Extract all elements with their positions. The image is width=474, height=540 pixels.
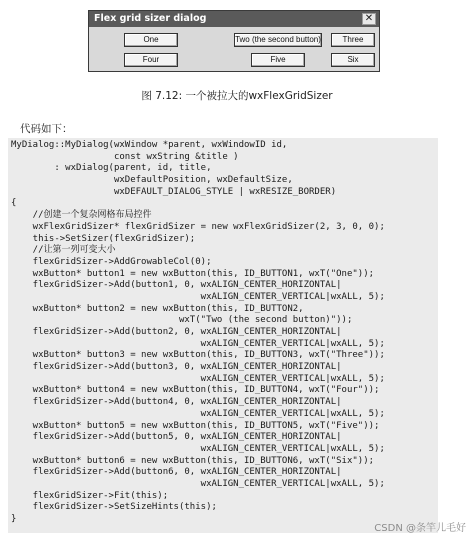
dialog-titlebar bbox=[89, 11, 379, 27]
code-line: wxALIGN_CENTER_VERTICAL|wxALL, 5); bbox=[11, 373, 385, 384]
code-line: wxButton* button3 = new wxButton(this, ID_BUTTON3, wxT("Three")); bbox=[11, 350, 385, 361]
code-line: MyDialog::MyDialog(wxWindow *parent, wxWindowID id, bbox=[11, 140, 288, 150]
code-line: wxFlexGridSizer* flexGridSizer = new wxFlexGridSizer(2, 3, 0, 0); bbox=[11, 221, 385, 232]
intro-text: 代码如下： bbox=[20, 123, 73, 135]
code-line: flexGridSizer->Add(button2, 0, wxALIGN_CENTER_HORIZONTAL| bbox=[11, 327, 342, 337]
code-line: flexGridSizer->Add(button1, 0, wxALIGN_CENTER_HORIZONTAL| bbox=[11, 280, 342, 291]
code-line: wxALIGN_CENTER_VERTICAL|wxALL, 5); bbox=[11, 291, 385, 302]
code-line: wxT("Two (the second button)")); bbox=[11, 315, 353, 326]
button-three[interactable]: Three bbox=[331, 33, 375, 47]
code-line: wxButton* button6 = new wxButton(this, ID_BUTTON6, wxT("Six")); bbox=[11, 455, 375, 466]
code-line: wxALIGN_CENTER_VERTICAL|wxALL, 5); bbox=[11, 338, 385, 349]
code-line: : wxDialog(parent, id, title, bbox=[11, 163, 212, 174]
button-five[interactable]: Five bbox=[251, 53, 305, 67]
dialog-title: Flex grid sizer dialog bbox=[94, 13, 207, 24]
code-line: wxALIGN_CENTER_VERTICAL|wxALL, 5); bbox=[11, 443, 385, 454]
code-line: wxALIGN_CENTER_VERTICAL|wxALL, 5); bbox=[11, 478, 385, 489]
code-line: //创建一个复杂网格布局控件 bbox=[11, 210, 152, 221]
code-line: flexGridSizer->Add(button3, 0, wxALIGN_CENTER_HORIZONTAL| bbox=[11, 362, 342, 373]
code-line: //让第一列可变大小 bbox=[11, 245, 116, 256]
close-icon[interactable]: ✕ bbox=[362, 13, 376, 25]
button-four[interactable]: Four bbox=[124, 53, 178, 67]
code-line: flexGridSizer->Add(button6, 0, wxALIGN_CENTER_HORIZONTAL| bbox=[11, 467, 342, 478]
code-line: flexGridSizer->SetSizeHints(this); bbox=[11, 502, 217, 513]
code-line: { bbox=[11, 198, 17, 209]
watermark: CSDN @条竿儿毛好 bbox=[374, 523, 466, 534]
code-listing bbox=[11, 140, 385, 526]
button-two[interactable]: Two (the second button) bbox=[234, 33, 322, 47]
code-line: const wxString &title ) bbox=[11, 151, 239, 162]
code-line: flexGridSizer->Add(button5, 0, wxALIGN_CENTER_HORIZONTAL| bbox=[11, 432, 342, 443]
code-line: wxDefaultPosition, wxDefaultSize, bbox=[11, 175, 293, 186]
code-line: flexGridSizer->Add(button4, 0, wxALIGN_CENTER_HORIZONTAL| bbox=[11, 397, 342, 408]
button-one[interactable]: One bbox=[124, 33, 178, 47]
flex-grid-sizer-dialog bbox=[88, 10, 380, 72]
code-line: } bbox=[11, 514, 17, 524]
code-block bbox=[8, 138, 438, 533]
code-line: wxButton* button4 = new wxButton(this, ID_BUTTON4, wxT("Four")); bbox=[11, 385, 380, 396]
code-line: wxALIGN_CENTER_VERTICAL|wxALL, 5); bbox=[11, 408, 385, 419]
code-line: wxButton* button5 = new wxButton(this, ID_BUTTON5, wxT("Five")); bbox=[11, 420, 380, 431]
code-line: wxDEFAULT_DIALOG_STYLE | wxRESIZE_BORDER) bbox=[11, 186, 337, 197]
code-line: flexGridSizer->Fit(this); bbox=[11, 490, 169, 501]
figure-caption: 图 7.12: 一个被拉大的wxFlexGridSizer bbox=[141, 90, 333, 102]
code-line: wxButton* button2 = new wxButton(this, ID_BUTTON2, bbox=[11, 303, 304, 314]
button-six[interactable]: Six bbox=[331, 53, 375, 67]
code-line: this->SetSizer(flexGridSizer); bbox=[11, 233, 196, 244]
code-line: flexGridSizer->AddGrowableCol(0); bbox=[11, 256, 212, 267]
code-line: wxButton* button1 = new wxButton(this, ID_BUTTON1, wxT("One")); bbox=[11, 268, 375, 279]
